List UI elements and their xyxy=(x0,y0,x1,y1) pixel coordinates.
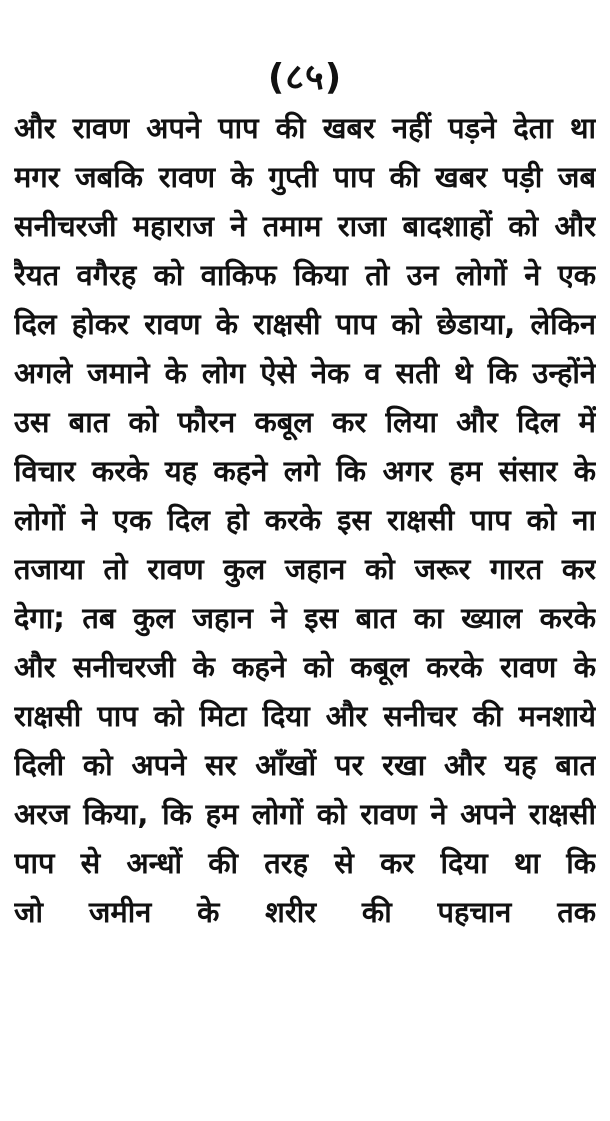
text-line: अरज किया, कि हम लोगों को रावण ने अपने राक्षसी xyxy=(14,797,596,831)
text-line: लोगों ने एक दिल हो करके इस राक्षसी पाप को ना xyxy=(14,503,596,537)
text-line: विचार करके यह कहने लगे कि अगर हम संसार के xyxy=(14,454,596,488)
text-line: और सनीचरजी के कहने को कबूल करके रावण के xyxy=(14,650,596,684)
text-line: सनीचरजी महाराज ने तमाम राजा बादशाहों को और xyxy=(14,209,596,243)
text-line: जो जमीन के शरीर की पहचान तक xyxy=(14,895,596,929)
text-line: दिल होकर रावण के राक्षसी पाप को छेडाया, लेकिन xyxy=(14,307,596,341)
text-line: राक्षसी पाप को मिटा दिया और सनीचर की मनशाये xyxy=(14,699,596,733)
text-line: मगर जबकि रावण के गुप्ती पाप की खबर पड़ी जब xyxy=(14,160,596,194)
text-line: देगा; तब कुल जहान ने इस बात का ख्याल करके xyxy=(14,601,596,635)
text-line: अगले जमाने के लोग ऐसे नेक व सती थे कि उन्होंने xyxy=(14,356,596,390)
body-text xyxy=(14,104,596,937)
text-line: दिली को अपने सर आँखों पर रखा और यह बात xyxy=(14,748,596,782)
text-line: रैयत वगैरह को वाकिफ किया तो उन लोगों ने एक xyxy=(14,258,596,292)
text-line: और रावण अपने पाप की खबर नहीं पड़ने देता था xyxy=(14,111,596,145)
text-line: पाप से अन्धों की तरह से कर दिया था कि xyxy=(14,846,596,880)
page-number: (८५) xyxy=(267,57,343,98)
text-line: तजाया तो रावण कुल जहान को जरूर गारत कर xyxy=(14,552,596,586)
text-line: उस बात को फौरन कबूल कर लिया और दिल में xyxy=(14,405,596,439)
